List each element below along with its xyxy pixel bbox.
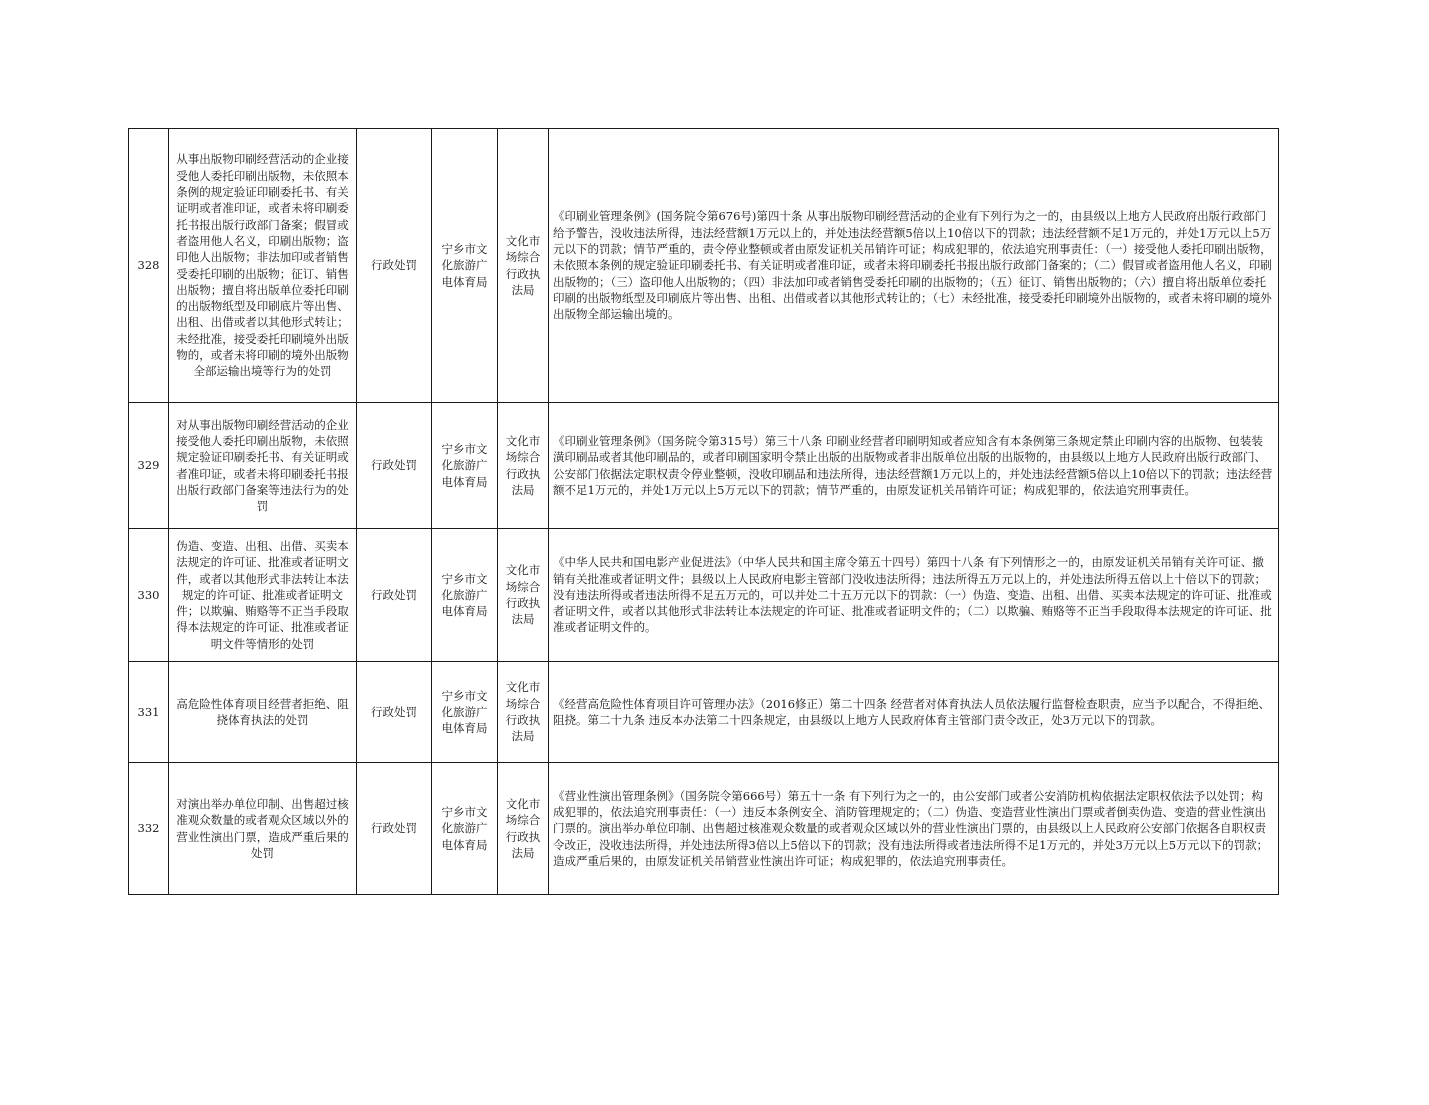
implementing-department: 宁乡市文化旅游广电体育局 bbox=[432, 129, 498, 403]
table-row bbox=[129, 403, 1279, 529]
table-row bbox=[129, 763, 1279, 895]
implementing-department: 宁乡市文化旅游广电体育局 bbox=[432, 763, 498, 895]
table-row bbox=[129, 129, 1279, 403]
power-category: 行政处罚 bbox=[357, 529, 432, 662]
implementing-department: 宁乡市文化旅游广电体育局 bbox=[432, 529, 498, 662]
power-category: 行政处罚 bbox=[357, 662, 432, 763]
power-category: 行政处罚 bbox=[357, 763, 432, 895]
item-name: 从事出版物印刷经营活动的企业接受他人委托印刷出版物，未依照本条例的规定验证印刷委托书、有关证明或者准印证，或者未将印刷委托书报出版行政部门备案；假冒或者盗用他人名义，印刷出版物；盗印他人出版物；非法加印或者销售受委托印刷的出版物；征订、销售出版物；擅自将出版单位委托印刷的出版物纸型及印刷底片等出售、出租、出借或者以其他形式转让；未经批准，接受委托印刷境外出版物的，或者未将印刷的境外出版物全部运输出境等行为的处罚 bbox=[169, 129, 357, 403]
legal-basis: 《营业性演出管理条例》（国务院令第666号）第五十一条 有下列行为之一的，由公安部门或者公安消防机构依据法定职权依法予以处罚；构成犯罪的，依法追究刑事责任：（一）违反本条例安全、消防管理规定的；（二）伪造、变造营业性演出门票或者倒卖伪造、变造的营业性演出门票的。演出举办单位印制、出售超过核准观众数量的或者观众区域以外的营业性演出门票的，由县级以上人民政府公安部门依据各自职权责令改正，没收违法所得，并处违法所得3倍以上5倍以下的罚款；没有违法所得或者违法所得不足1万元的，并处3万元以上5万元以下的罚款；造成严重后果的，由原发证机关吊销营业性演出许可证；构成犯罪的，依法追究刑事责任。 bbox=[549, 763, 1279, 895]
row-number: 329 bbox=[129, 403, 169, 529]
table-row bbox=[129, 529, 1279, 662]
table-row bbox=[129, 662, 1279, 763]
legal-basis: 《中华人民共和国电影产业促进法》（中华人民共和国主席令第五十四号）第四十八条 有下列情形之一的，由原发证机关吊销有关许可证、撤销有关批准或者证明文件；县级以上人民政府电影主管部门没收违法所得；违法所得五万元以上的，并处违法所得五倍以上十倍以下的罚款；没有违法所得或者违法所得不足五万元的，可以并处二十五万元以下的罚款：（一）伪造、变造、出租、出借、买卖本法规定的许可证、批准或者证明文件，或者以其他形式非法转让本法规定的许可证、批准或者证明文件的；（二）以欺骗、贿赂等不正当手段取得本法规定的许可证、批准或者证明文件的。 bbox=[549, 529, 1279, 662]
executing-agency: 文化市场综合行政执法局 bbox=[498, 403, 549, 529]
item-name: 伪造、变造、出租、出借、买卖本法规定的许可证、批准或者证明文件，或者以其他形式非法转让本法规定的许可证、批准或者证明文件；以欺骗、贿赂等不正当手段取得本法规定的许可证、批准或者证明文件等情形的处罚 bbox=[169, 529, 357, 662]
row-number: 328 bbox=[129, 129, 169, 403]
executing-agency: 文化市场综合行政执法局 bbox=[498, 662, 549, 763]
enforcement-table bbox=[128, 128, 1279, 895]
executing-agency: 文化市场综合行政执法局 bbox=[498, 763, 549, 895]
implementing-department: 宁乡市文化旅游广电体育局 bbox=[432, 662, 498, 763]
executing-agency: 文化市场综合行政执法局 bbox=[498, 529, 549, 662]
row-number: 331 bbox=[129, 662, 169, 763]
legal-basis: 《印刷业管理条例》（国务院令第315号）第三十八条 印刷业经营者印刷明知或者应知含有本条例第三条规定禁止印刷内容的出版物、包装装潢印刷品或者其他印刷品的，或者印刷国家明令禁止出版的出版物或者非出版单位出版的出版物的，由县级以上地方人民政府出版行政部门、公安部门依据法定职权责令停业整顿，没收印刷品和违法所得，违法经营额1万元以上的，并处违法经营额5倍以上10倍以下的罚款；违法经营额不足1万元的，并处1万元以上5万元以下的罚款；情节严重的，由原发证机关吊销许可证；构成犯罪的，依法追究刑事责任。 bbox=[549, 403, 1279, 529]
row-number: 330 bbox=[129, 529, 169, 662]
item-name: 对从事出版物印刷经营活动的企业接受他人委托印刷出版物，未依照规定验证印刷委托书、有关证明或者准印证，或者未将印刷委托书报出版行政部门备案等违法行为的处罚 bbox=[169, 403, 357, 529]
item-name: 高危险性体育项目经营者拒绝、阻挠体育执法的处罚 bbox=[169, 662, 357, 763]
legal-basis: 《经营高危险性体育项目许可管理办法》（2016修正）第二十四条 经营者对体育执法人员依法履行监督检查职责，应当予以配合，不得拒绝、阻挠。第二十九条 违反本办法第二十四条规定，由县级以上地方人民政府体育主管部门责令改正，处3万元以下的罚款。 bbox=[549, 662, 1279, 763]
row-number: 332 bbox=[129, 763, 169, 895]
power-category: 行政处罚 bbox=[357, 129, 432, 403]
legal-basis: 《印刷业管理条例》(国务院令第676号)第四十条 从事出版物印刷经营活动的企业有下列行为之一的，由县级以上地方人民政府出版行政部门给予警告，没收违法所得，违法经营额1万元以上的，并处违法经营额5倍以上10倍以下的罚款；违法经营额不足1万元的，并处1万元以上5万元以下的罚款；情节严重的，责令停业整顿或者由原发证机关吊销许可证；构成犯罪的，依法追究刑事责任：（一）接受他人委托印刷出版物，未依照本条例的规定验证印刷委托书、有关证明或者准印证，或者未将印刷委托书报出版行政部门备案的；（二）假冒或者盗用他人名义，印刷出版物的；（三）盗印他人出版物的；（四）非法加印或者销售受委托印刷的出版物的；（五）征订、销售出版物的；（六）擅自将出版单位委托印刷的出版物纸型及印刷底片等出售、出租、出借或者以其他形式转让的；（七）未经批准，接受委托印刷境外出版物的，或者未将印刷的境外出版物全部运输出境的。 bbox=[549, 129, 1279, 403]
power-category: 行政处罚 bbox=[357, 403, 432, 529]
executing-agency: 文化市场综合行政执法局 bbox=[498, 129, 549, 403]
implementing-department: 宁乡市文化旅游广电体育局 bbox=[432, 403, 498, 529]
item-name: 对演出举办单位印制、出售超过核准观众数量的或者观众区域以外的营业性演出门票，造成严重后果的处罚 bbox=[169, 763, 357, 895]
